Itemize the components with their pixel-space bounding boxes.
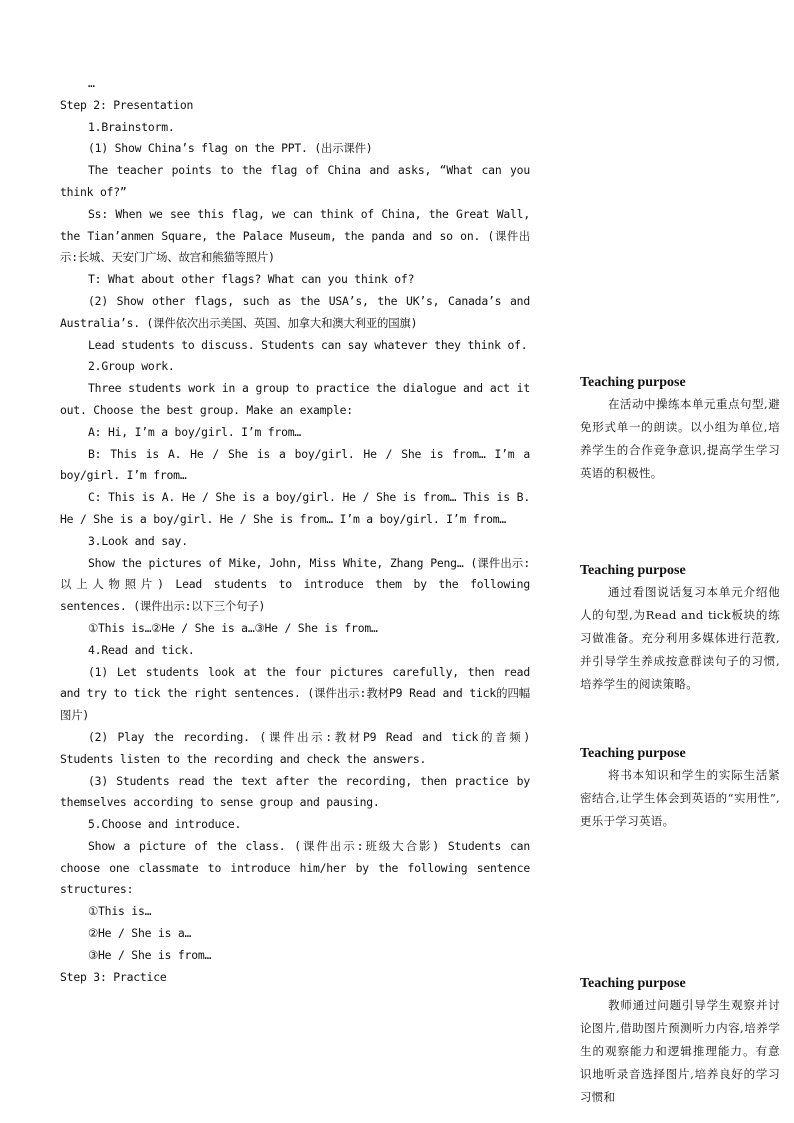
procedure-paragraph: C: This is A. He / She is a boy/girl. He / She is from… This is B. He / She is a boy/girl. He / She is from… I’m a boy/girl. I’m from… [60,490,530,526]
procedure-paragraph: Lead students to discuss. Students can say whatever they think of. [88,337,528,352]
procedure-paragraph: 1.Brainstorm. [88,119,175,134]
procedure-paragraph: Three students work in a group to practice the dialogue and act it out. Choose the best group. Make an example: [60,381,530,417]
procedure-paragraph: (1) Let students look at the four pictures carefully, then read and try to tick the right sentences. (课件出示:教材P9 Read and tick的四幅图片) [60,664,530,723]
procedure-paragraph: Show the pictures of Mike, John, Miss White, Zhang Peng… (课件出示:以上人物照片) Lead students to introduce them by the following sentences. (课件出示:以下三个句子) [60,555,530,614]
procedure-paragraph: B: This is A. He / She is a boy/girl. He / She is from… I’m a boy/girl. I’m from… [60,446,530,483]
procedure-paragraph: 3.Look and say. [88,533,188,548]
procedure-paragraph: A: Hi, I’m a boy/girl. I’m from… [88,424,302,439]
procedure-paragraph: Ss: When we see this flag, we can think of China, the Great Wall, the Tian’anmen Square, the Palace Museum, the panda and so on. (课件出示:长城、天安门广场、故宫和熊猫等照片) [60,206,530,265]
procedure-paragraph: ②He / She is a… [88,926,192,941]
note-text: 将书本知识和学生的实际生活紧密结合,让学生体会到英语的“实用性”,更乐于学习英语。 [580,768,780,828]
procedure-paragraph: ①This is… [88,904,152,919]
procedure-paragraph: (2) Play the recording. (课件出示:教材P9 Read and tick的音频) Students listen to the recording and check the answers. [60,729,530,766]
procedure-paragraph: … [88,76,95,90]
note-text: 教师通过问题引导学生观察并讨论图片,借助图片预测听力内容,培养学生的观察能力和逻辑推理能力。有意识地听录音选择图片,培养良好的学习习惯和 [580,998,780,1104]
note-heading: Teaching purpose [580,563,686,578]
teaching-purpose-note-1 [580,373,780,485]
procedure-paragraph: Show a picture of the class. (课件出示:班级大合影) Students can choose one classmate to introduce him/her by the following sentence structures: [60,838,530,897]
procedure-paragraph: Step 3: Practice [60,969,167,984]
procedure-paragraph: ③He / She is from… [88,947,212,962]
note-text: 在活动中操练本单元重点句型,避免形式单一的朗读。以小组为单位,培养学生的合作竞争意识,提高学生学习英语的积极性。 [580,397,780,480]
procedure-paragraph: 4.Read and tick. [88,642,195,657]
note-heading: Teaching purpose [580,375,686,390]
teaching-purpose-note-3 [580,744,780,833]
procedure-paragraph: (2) Show other flags, such as the USA’s, the UK’s, Canada’s and Australia’s. (课件依次出示美国、英国、加拿大和澳大利亚的国旗) [60,293,530,330]
procedure-paragraph: ①This is…②He / She is a…③He / She is from… [88,620,378,635]
procedure-paragraph: The teacher points to the flag of China and asks, “What can you think of?” [60,163,530,199]
note-heading: Teaching purpose [580,746,686,761]
procedure-paragraph: T: What about other flags? What can you think of? [88,272,415,287]
procedure-paragraph: (3) Students read the text after the recording, then practice by themselves according to sense group and pausing. [60,773,530,810]
note-text: 通过看图说话复习本单元介绍他人的句型,为Read and tick板块的练习做准备。充分利用多媒体进行范教,并引导学生养成按意群读句子的习惯,培养学生的阅读策略。 [580,585,780,691]
procedure-paragraph: Step 2: Presentation [60,97,194,112]
teaching-purpose-note-2 [580,561,780,696]
teaching-purpose-note-4 [580,974,780,1109]
procedure-paragraph: 5.Choose and introduce. [88,817,242,832]
procedure-paragraph: (1) Show China’s flag on the PPT. (出示课件) [88,141,373,156]
note-heading: Teaching purpose [580,976,686,991]
lesson-procedure [60,73,530,988]
procedure-paragraph: 2.Group work. [88,359,175,374]
